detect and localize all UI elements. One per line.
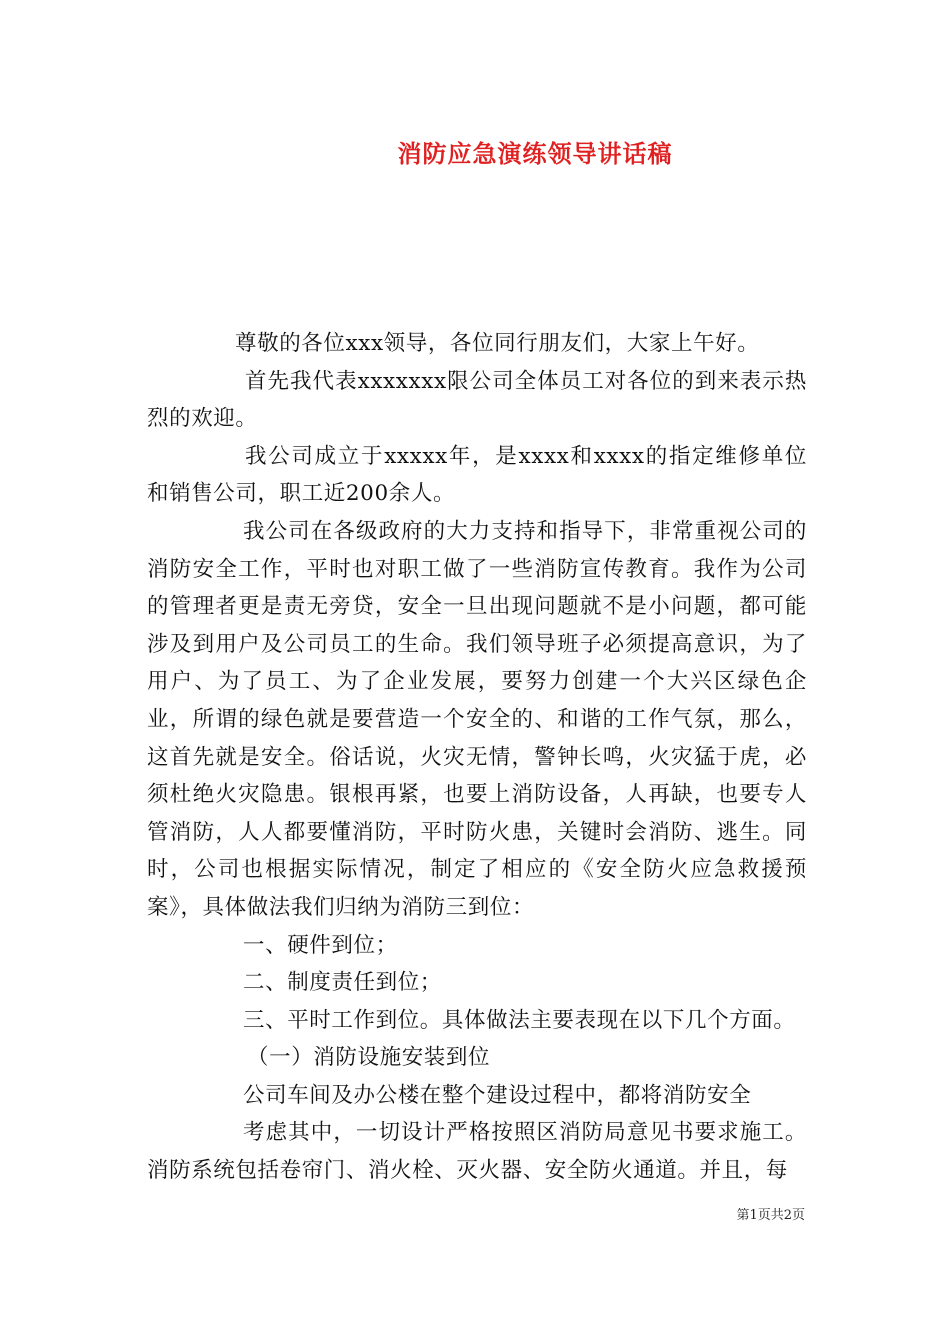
document-title: 消防应急演练领导讲话稿 <box>397 139 673 168</box>
paragraph-safety-work: 我公司在各级政府的大力支持和指导下，非常重视公司的消防安全工作，平时也对职工做了一些消防宣传教育。我作为公司的管理者更是责无旁贷，安全一旦出现问题就不是小问题，都可能涉及到用户及公司员工的生命。我们领导班子必须提高意识，为了用户、为了员工、为了企业发展，要努力创建一个大兴区绿色企业，所谓的绿色就是要营造一个安全的、和谐的工作气氛，那么，这首先就是安全。俗话说，火灾无情，警钟长鸣，火灾猛于虎，必须杜绝火灾隐患。银根再紧，也要上消防设备，人再缺，也要专人管消防，人人都要懂消防，平时防火患，关键时会消防、逃生。同时，公司也根据实际情况，制定了相应的《安全防火应急救援预案》，具体做法我们归纳为消防三到位： <box>147 518 807 920</box>
paragraph-company-intro: 我公司成立于xxxxx年，是xxxx和xxxx的指定维修单位和销售公司，职工近200余人。 <box>147 443 807 507</box>
subheading-facilities: （一）消防设施安装到位 <box>247 1045 491 1071</box>
document-body <box>147 325 807 1190</box>
paragraph-greeting: 尊敬的各位xxx领导，各位同行朋友们，大家上午好。 <box>235 331 760 356</box>
list-item-hardware: 一、硬件到位； <box>243 932 398 958</box>
page-number: 第1页共2页 <box>736 1208 805 1223</box>
paragraph-facility-line-1: 公司车间及办公楼在整个建设过程中，都将消防安全 <box>243 1082 752 1108</box>
list-item-daily-work: 三、平时工作到位。具体做法主要表现在以下几个方面。 <box>243 1007 796 1033</box>
paragraph-welcome: 首先我代表xxxxxxx限公司全体员工对各位的到来表示热烈的欢迎。 <box>147 368 807 432</box>
paragraph-facility-line-2: 考虑其中，一切设计严格按照区消防局意见书要求施工。消防系统包括卷帘门、消火栓、灭火器、安全防火通道。并且，每 <box>147 1120 807 1184</box>
list-item-responsibility: 二、制度责任到位； <box>243 970 442 996</box>
